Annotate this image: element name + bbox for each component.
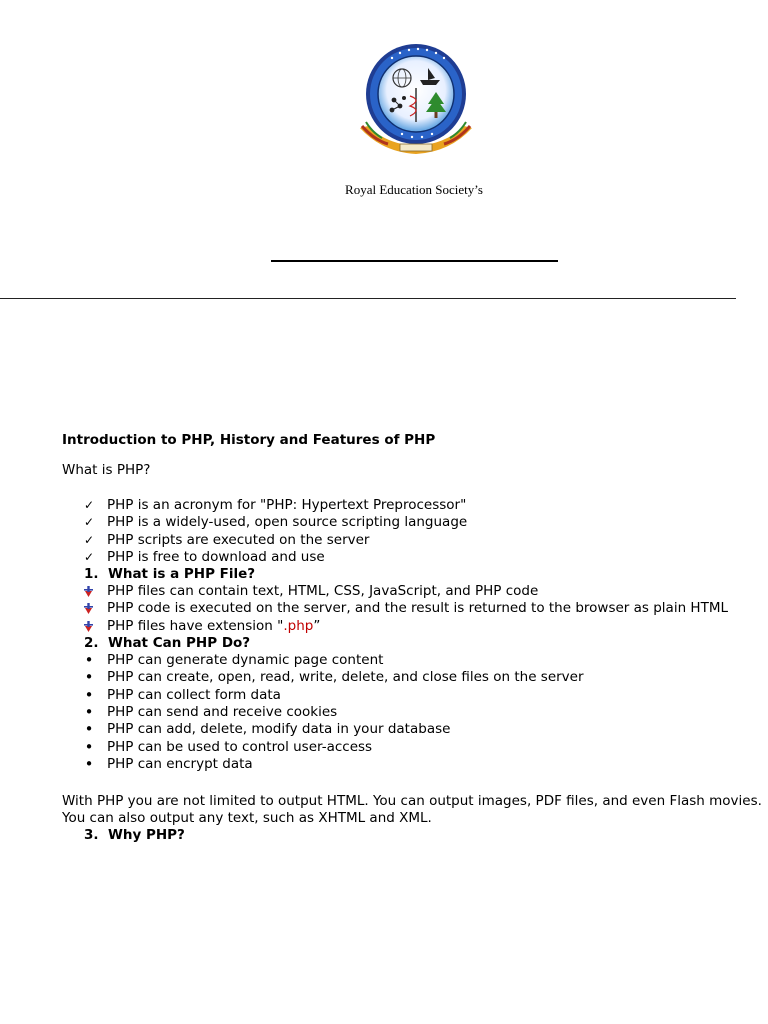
list-item: ✓ PHP scripts are executed on the server: [83, 531, 370, 548]
checkmark-icon: ✓: [83, 515, 95, 530]
php-extension: .php: [283, 617, 314, 634]
bullet-icon: •: [84, 720, 94, 739]
bullet-icon: •: [84, 737, 94, 756]
list-item: • PHP can be used to control user-access: [62, 739, 762, 756]
list-item: • PHP can create, open, read, write, delete, and close files on the server: [62, 669, 762, 686]
php-file-list: [62, 583, 762, 635]
header-divider: [0, 298, 736, 299]
checkmark-icon: ✓: [83, 532, 95, 547]
document-title: Introduction to PHP, History and Features of PHP: [62, 432, 436, 448]
list-item: • PHP can collect form data: [62, 687, 762, 704]
list-item: • PHP can encrypt data: [62, 756, 762, 773]
list-item: ✓ PHP is a widely-used, open source scripting language: [83, 514, 468, 531]
bullet-icon: •: [84, 685, 94, 704]
society-name: Royal Education Society’s: [345, 182, 483, 197]
checkmark-icon: ✓: [83, 498, 95, 512]
bullet-icon: •: [84, 668, 94, 687]
list-item: PHP files have extension ".php”: [62, 618, 762, 635]
list-item: PHP files can contain text, HTML, CSS, JavaScript, and PHP code: [62, 583, 762, 600]
list-item: • PHP can add, delete, modify data in your database: [62, 721, 762, 738]
section-heading-php-file: 1. What is a PHP File?: [84, 566, 256, 583]
intro-list: [62, 497, 762, 566]
document-body: [62, 432, 762, 844]
bullet-icon: •: [84, 754, 94, 773]
bullet-icon: •: [84, 651, 94, 670]
section-heading-why-php: 3. Why PHP?: [84, 827, 185, 844]
bullet-icon: •: [84, 702, 94, 721]
underline-rule: [271, 260, 558, 262]
list-item: ✓ PHP is free to download and use: [83, 548, 325, 565]
php-capabilities-list: [62, 652, 762, 773]
list-item: • PHP can generate dynamic page content: [62, 652, 762, 669]
output-paragraph: With PHP you are not limited to output HTML. You can output images, PDF files, and even Flash movies. You can also output any text, such as XHTML and XML.: [62, 793, 762, 827]
list-item: PHP code is executed on the server, and the result is returned to the browser as plain HTML: [62, 600, 762, 617]
list-item: • PHP can send and receive cookies: [62, 704, 762, 721]
list-item: ✓ PHP is an acronym for "PHP: Hypertext Preprocessor": [83, 497, 467, 513]
society-logo-seal: [352, 40, 480, 160]
section-heading-what-can-php-do: 2. What Can PHP Do?: [84, 635, 251, 652]
what-is-php-label: What is PHP?: [62, 462, 151, 478]
checkmark-icon: ✓: [83, 549, 95, 564]
